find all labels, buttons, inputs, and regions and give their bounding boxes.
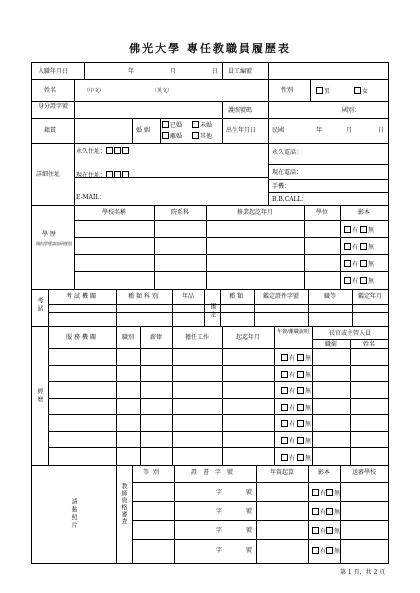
address-label: 詳細住址 xyxy=(36,171,61,178)
no-checkbox[interactable] xyxy=(326,527,333,534)
divorced-option[interactable]: 離婚 xyxy=(162,132,182,140)
perm-phone-label: 永久電話： xyxy=(272,149,303,156)
tc-copy-1[interactable]: 有 無 xyxy=(312,489,340,497)
tc-header-copy: 影本 xyxy=(317,469,330,476)
yes-checkbox[interactable] xyxy=(312,527,319,534)
exam-header-agency: 考試機關 xyxy=(65,293,98,300)
no-checkbox[interactable] xyxy=(326,508,333,515)
edu-copy-1[interactable]: 有 無 xyxy=(344,226,374,234)
mobile-label: 手機： xyxy=(272,183,291,190)
exp-header-period: 起迄年月 xyxy=(235,334,260,341)
cert-header-number: 鑑定證件字號 xyxy=(262,293,299,300)
education-label: 學 歷 xyxy=(42,231,56,238)
join-date-label: 入職年月日 xyxy=(38,68,69,75)
tc-hao-2: 號 xyxy=(246,508,253,515)
tc-hao-1: 號 xyxy=(246,489,253,496)
name-en-label: （英文） xyxy=(152,88,173,94)
yes-checkbox[interactable] xyxy=(344,277,351,284)
yes-checkbox[interactable] xyxy=(281,437,288,444)
exp-header-title: 職別 xyxy=(121,334,134,341)
page-title: 佛光大學 專任教職員履歷表 xyxy=(129,42,291,55)
gender-female-option[interactable]: 女 xyxy=(354,87,368,95)
tc-copy-4[interactable]: 有 無 xyxy=(312,547,340,555)
resume-form xyxy=(31,62,389,564)
exp-header-duty: 擔任工作 xyxy=(184,334,209,341)
email-label: E-MAIL： xyxy=(76,194,106,201)
bbcall-label: B.B.CALL： xyxy=(272,196,308,203)
experience-label: 經歷 xyxy=(36,388,43,404)
cert-header-level: 職等 xyxy=(323,293,336,300)
tc-header-start: 年資起算 xyxy=(269,469,294,476)
tc-copy-2[interactable]: 有 無 xyxy=(312,508,340,516)
yes-checkbox[interactable] xyxy=(312,547,319,554)
tc-copy-3[interactable]: 有 無 xyxy=(312,527,340,535)
tc-header-school: 送審學校 xyxy=(351,469,376,476)
exam-header-grade: 年品 xyxy=(181,293,194,300)
birth-day-label: 日 xyxy=(378,127,385,134)
yes-checkbox[interactable] xyxy=(344,260,351,267)
unmarried-option[interactable]: 未婚 xyxy=(192,121,212,129)
no-checkbox[interactable] xyxy=(297,454,304,461)
photo-label: 請黏照片 xyxy=(70,498,77,530)
cert-header-date: 鑑定年月 xyxy=(357,293,382,300)
exp-copy-5[interactable]: 有 無 xyxy=(281,420,311,428)
birth-month-label: 月 xyxy=(346,127,353,134)
unmarried-checkbox[interactable] xyxy=(192,121,199,128)
exp-header-salary: 薪俸 xyxy=(149,334,162,341)
marriage-label: 婚 姻 xyxy=(136,127,150,134)
no-checkbox[interactable] xyxy=(297,420,304,427)
other-option[interactable]: 其他 xyxy=(192,132,212,140)
cert-header-kind: 種類 xyxy=(228,293,245,300)
no-checkbox[interactable] xyxy=(297,437,304,444)
exp-header-seniority: 年資/離職說明 xyxy=(277,329,309,335)
exp-subheader-name: 姓名 xyxy=(362,341,375,348)
staff-no-label: 員工編號 xyxy=(228,68,253,75)
tc-header-grade: 等別 xyxy=(142,469,163,476)
yes-checkbox[interactable] xyxy=(281,420,288,427)
yes-checkbox[interactable] xyxy=(312,489,319,496)
birth-label: 出生年月日 xyxy=(226,127,257,134)
no-checkbox[interactable] xyxy=(360,260,367,267)
no-checkbox[interactable] xyxy=(297,404,304,411)
cert-label: 鑑定 xyxy=(209,303,216,319)
birth-year-label: 年 xyxy=(316,127,323,134)
page-footer: 第 1 頁，共 2 頁 xyxy=(340,569,386,576)
exp-subheader-position: 職銜 xyxy=(324,341,337,348)
divorced-checkbox[interactable] xyxy=(162,132,169,139)
no-checkbox[interactable] xyxy=(297,371,304,378)
education-note: 國內學歷請加研歷別 xyxy=(36,241,72,246)
edu-header-degree: 學位 xyxy=(315,209,328,216)
no-checkbox[interactable] xyxy=(297,354,304,361)
passport-label: 護照號碼 xyxy=(228,107,253,114)
male-checkbox[interactable] xyxy=(316,87,323,94)
female-checkbox[interactable] xyxy=(354,87,361,94)
tc-hao-3: 號 xyxy=(246,527,253,534)
yes-checkbox[interactable] xyxy=(344,243,351,250)
other-checkbox[interactable] xyxy=(192,132,199,139)
exp-copy-2[interactable]: 有 無 xyxy=(281,371,311,379)
teacher-cert-label: 教師資格審查 xyxy=(120,483,127,525)
exp-copy-1[interactable]: 有 無 xyxy=(281,354,311,362)
tc-zi-3: 字 xyxy=(216,527,223,534)
edu-header-dept: 院系科 xyxy=(170,209,189,216)
gender-male-option[interactable]: 男 xyxy=(316,87,330,95)
yes-checkbox[interactable] xyxy=(281,404,288,411)
no-checkbox[interactable] xyxy=(360,226,367,233)
yes-checkbox[interactable] xyxy=(281,354,288,361)
yes-checkbox[interactable] xyxy=(281,454,288,461)
hometown-label: 籍貫 xyxy=(44,127,57,134)
yes-checkbox[interactable] xyxy=(344,226,351,233)
yes-checkbox[interactable] xyxy=(312,508,319,515)
staff-no-field[interactable] xyxy=(272,65,384,77)
tc-header-cert-no: 證書字號 xyxy=(190,469,239,476)
nationality-label: 國別： xyxy=(342,107,361,114)
edu-copy-2[interactable]: 有 無 xyxy=(344,243,374,251)
no-checkbox[interactable] xyxy=(297,387,304,394)
edu-copy-3[interactable]: 有 無 xyxy=(344,260,374,268)
tc-hao-4: 號 xyxy=(246,547,253,554)
exp-copy-4[interactable]: 有 無 xyxy=(281,404,311,412)
name-label: 姓名 xyxy=(44,87,57,94)
edu-header-copy: 影本 xyxy=(357,209,370,216)
exp-copy-3[interactable]: 有 無 xyxy=(281,387,311,395)
no-checkbox[interactable] xyxy=(360,243,367,250)
edu-copy-4[interactable]: 有 無 xyxy=(344,277,374,285)
exp-header-supervisor: 長官或主管人員 xyxy=(328,330,371,337)
exp-copy-7[interactable]: 有 無 xyxy=(281,454,311,462)
tc-zi-1: 字 xyxy=(216,489,223,496)
no-checkbox[interactable] xyxy=(326,547,333,554)
permanent-address-label: 永久住址： xyxy=(76,147,130,155)
gender-label: 性別 xyxy=(281,87,294,94)
no-checkbox[interactable] xyxy=(360,277,367,284)
current-address-label: 現在住址： xyxy=(76,171,130,179)
tc-zi-2: 字 xyxy=(216,508,223,515)
married-option[interactable]: 已婚 xyxy=(162,121,182,129)
join-day-label: 日 xyxy=(212,68,219,75)
married-checkbox[interactable] xyxy=(162,121,169,128)
edu-header-school: 學校名稱 xyxy=(101,209,126,216)
join-year-label: 年 xyxy=(128,68,135,75)
name-zh-label: （中文） xyxy=(84,88,105,94)
id-no-label: 身分證字號 xyxy=(37,103,68,110)
exp-copy-6[interactable]: 有 無 xyxy=(281,437,311,445)
yes-checkbox[interactable] xyxy=(281,371,288,378)
yes-checkbox[interactable] xyxy=(281,387,288,394)
tc-zi-4: 字 xyxy=(216,547,223,554)
no-checkbox[interactable] xyxy=(326,489,333,496)
roc-label: 民國 xyxy=(272,127,285,134)
exp-header-org: 服務機關 xyxy=(65,334,98,341)
exam-header-category: 種類科別 xyxy=(127,293,160,300)
curr-phone-label: 現在電話： xyxy=(272,169,303,176)
exam-label: 考試 xyxy=(36,297,43,313)
join-month-label: 月 xyxy=(170,68,177,75)
edu-header-period: 修業起訖年月 xyxy=(236,209,273,216)
